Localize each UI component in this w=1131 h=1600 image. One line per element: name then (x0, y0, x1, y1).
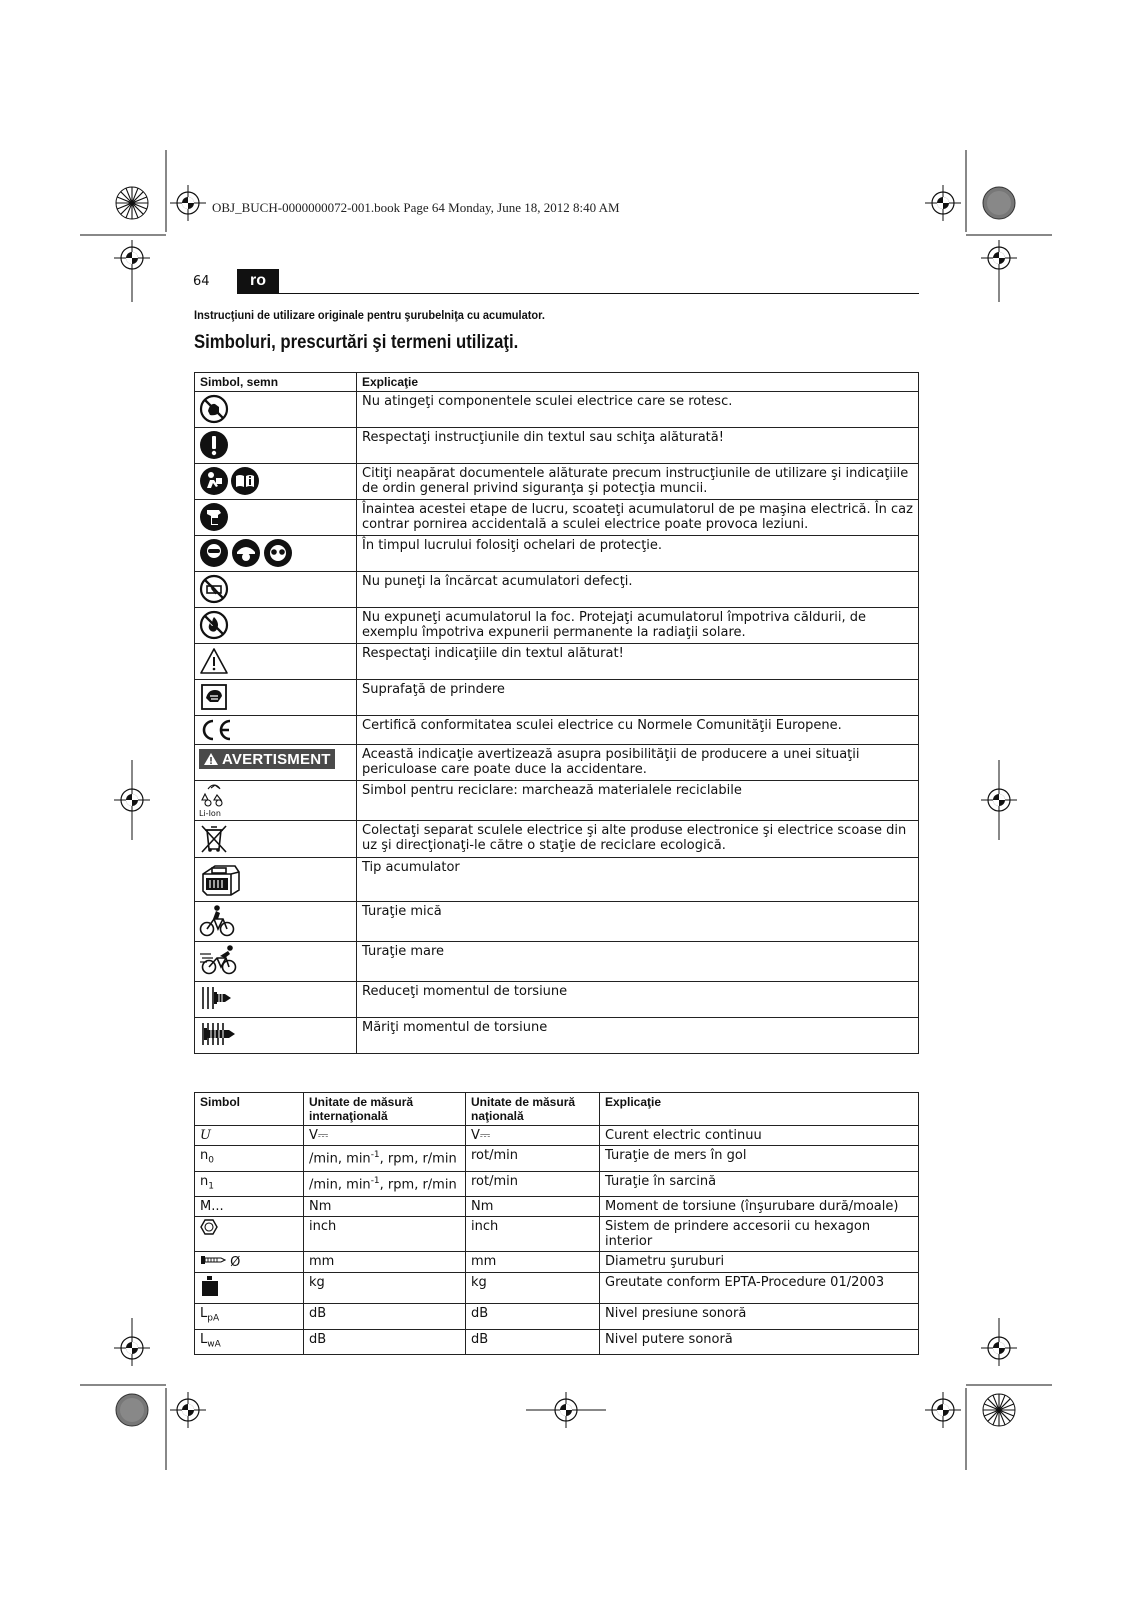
table-row (195, 536, 919, 572)
table-row (195, 858, 919, 902)
symbol-text: n (200, 1173, 209, 1189)
table-row (195, 428, 919, 464)
national-unit-cell: dB (466, 1304, 600, 1330)
explanation-cell: Nivel putere sonoră (600, 1329, 919, 1355)
national-unit-cell: rot/min (466, 1171, 600, 1197)
symbol-text: n (200, 1148, 209, 1163)
national-unit-cell: V⎓ (466, 1126, 600, 1146)
explanation-cell: Turaţie mică (357, 902, 919, 942)
table-row (195, 982, 919, 1018)
table-row (195, 680, 919, 716)
national-unit-cell: dB (466, 1329, 600, 1355)
table-row (195, 1217, 919, 1252)
intl-unit-cell: V⎓ (304, 1126, 466, 1146)
intl-unit-cell: dB (304, 1304, 466, 1330)
symbol-text: U (200, 1128, 211, 1143)
symbol-subscript: 1 (208, 1181, 214, 1192)
page-number: 64 (193, 274, 210, 289)
symbol-subscript: 0 (208, 1155, 214, 1166)
explanation-cell: Moment de torsiune (înşurubare dură/moale) (600, 1197, 919, 1217)
intl-unit-cell: mm (304, 1252, 466, 1273)
explanation-cell: Turaţie mare (357, 942, 919, 982)
explanation-cell: Reduceţi momentul de torsiune (357, 982, 919, 1018)
explanation-cell: Turaţie de mers în gol (600, 1146, 919, 1172)
table-header-row (195, 1093, 919, 1126)
explanation-cell: Tip acumulator (357, 858, 919, 902)
symbol-text: L (200, 1331, 208, 1347)
print-header: OBJ_BUCH-0000000072-001.book Page 64 Monday, June 18, 2012 8:40 AM (212, 200, 620, 215)
column-header: Explicaţie (357, 373, 919, 392)
warning-triangle-icon (203, 752, 219, 766)
symbol-cell (195, 1126, 304, 1146)
table-row (195, 1329, 919, 1355)
intl-unit-cell: dB (304, 1329, 466, 1355)
exclamation-icon (199, 430, 229, 460)
recycle-li-ion-icon (199, 783, 233, 809)
explanation-cell: Certifică conformitatea sculei electrice cu Normele Comunităţii Europene. (357, 716, 919, 745)
explanation-cell: Nu atingeţi componentele sculei electrice care se rotesc. (357, 392, 919, 428)
table-row (195, 821, 919, 858)
table-row (195, 1273, 919, 1304)
battery-pack-icon (199, 860, 243, 898)
symbol-cell (195, 1329, 304, 1355)
explanation-cell: Nu expuneţi acumulatorul la foc. Protejaţi acumulatorul împotriva căldurii, de exemplu împotriva expunerii permanente la radiaţii solare. (357, 608, 919, 644)
national-unit-cell: Nm (466, 1197, 600, 1217)
explanation-cell: Sistem de prindere accesorii cu hexagon interior (600, 1217, 919, 1252)
symbol-subscript: wA (207, 1339, 221, 1350)
table-row (195, 644, 919, 680)
remove-battery-icon (199, 502, 229, 532)
explanation-cell: Simbol pentru reciclare: marchează materialele reciclabile (357, 781, 919, 821)
fast-bicycle-icon (199, 944, 239, 976)
table-row (195, 608, 919, 644)
intl-unit-cell: inch (304, 1217, 466, 1252)
slow-bicycle-icon (199, 904, 235, 938)
intl-unit-cell (304, 1171, 466, 1197)
column-header: Unitate de măsură naţională (466, 1093, 600, 1126)
intl-unit-cell: Nm (304, 1197, 466, 1217)
section-title: Simboluri, prescurtări şi termeni utilizaţi. (194, 332, 519, 353)
language-tab: ro (237, 269, 279, 293)
torque-high-icon (199, 1020, 239, 1048)
table-row (195, 716, 919, 745)
intl-unit-cell (304, 1146, 466, 1172)
explanation-cell: Greutate conform EPTA-Procedure 01/2003 (600, 1273, 919, 1304)
no-charge-defective-icon (199, 574, 229, 604)
crossed-bin-icon (199, 823, 229, 855)
explanation-cell: Măriţi momentul de torsiune (357, 1018, 919, 1054)
no-fire-icon (199, 610, 229, 640)
table-row (195, 1146, 919, 1172)
symbol-text: L (200, 1306, 208, 1322)
intl-unit-superscript: -1 (370, 1150, 380, 1160)
torque-low-icon (199, 984, 235, 1012)
intl-unit-text: , rpm, r/min (379, 1151, 457, 1167)
hexagon-icon (200, 1219, 218, 1235)
symbol-cell (195, 1304, 304, 1330)
explanation-cell: Curent electric continuu (600, 1126, 919, 1146)
intl-unit-superscript: -1 (370, 1175, 380, 1186)
explanation-cell: Citiţi neapărat documentele alăturate precum instrucţiunile de utilizare şi indicaţiile de ordin general privind siguranţa şi potecţia muncii. (357, 464, 919, 500)
explanation-cell: Nu puneţi la încărcat acumulatori defecţi. (357, 572, 919, 608)
ce-mark-icon (199, 718, 233, 742)
warning-badge-label: AVERTISMENT (222, 750, 331, 768)
warning-badge-icon (199, 749, 335, 769)
weight-icon (200, 1275, 220, 1297)
table-row (195, 392, 919, 428)
symbol-cell (195, 1252, 304, 1273)
table-header-row (195, 373, 919, 392)
grip-surface-icon (199, 682, 229, 712)
table-row (195, 464, 919, 500)
table-row (195, 1252, 919, 1273)
table-row (195, 572, 919, 608)
symbols-table (194, 372, 919, 1054)
column-header: Unitate de măsură internaţională (304, 1093, 466, 1126)
table-row (195, 1171, 919, 1197)
table-row (195, 781, 919, 821)
explanation-cell: Respectaţi indicaţiile din textul alăturat! (357, 644, 919, 680)
symbol-cell (195, 1146, 304, 1172)
symbol-subscript: pA (207, 1313, 220, 1324)
table-row (195, 1018, 919, 1054)
explanation-cell: Această indicaţie avertizează asupra posibilităţii de producere a unei situaţii periculoase care poate duce la accidentare. (357, 745, 919, 781)
national-unit-cell: mm (466, 1252, 600, 1273)
explanation-cell: Nivel presiune sonoră (600, 1304, 919, 1330)
screw-diameter-icon (200, 1254, 226, 1266)
table-row (195, 500, 919, 536)
table-row (195, 1126, 919, 1146)
table-row (195, 1304, 919, 1330)
explanation-cell: Suprafaţă de prindere (357, 680, 919, 716)
li-ion-label: Li-Ion (199, 809, 221, 818)
warning-triangle-icon (199, 646, 229, 676)
table-row (195, 1197, 919, 1217)
national-unit-cell: kg (466, 1273, 600, 1304)
explanation-cell: Diametru şuruburi (600, 1252, 919, 1273)
units-table (194, 1092, 919, 1355)
intl-unit-text: /min, min (309, 1176, 371, 1192)
intl-unit-text: /min, min (309, 1151, 371, 1167)
read-manual-icon (199, 466, 261, 496)
intl-unit-text: , rpm, r/min (379, 1176, 457, 1192)
symbol-cell (195, 1171, 304, 1197)
diameter-symbol: Ø (230, 1255, 241, 1271)
national-unit-cell: rot/min (466, 1146, 600, 1172)
header-rule (237, 293, 919, 294)
explanation-cell: În timpul lucrului folosiţi ochelari de protecţie. (357, 536, 919, 572)
national-unit-cell: inch (466, 1217, 600, 1252)
table-row (195, 745, 919, 781)
symbol-cell (195, 1273, 304, 1304)
column-header: Simbol (195, 1093, 304, 1126)
explanation-cell: Respectaţi instrucţiunile din textul sau schiţa alăturată! (357, 428, 919, 464)
explanation-cell: Colectaţi separat sculele electrice şi alte produse electronice şi electrice scoase din uz şi direcţionaţi-le către o staţie de reciclare ecologică. (357, 821, 919, 858)
intl-unit-cell: kg (304, 1273, 466, 1304)
no-touch-rotating-icon (199, 394, 229, 424)
document-subtitle: Instrucţiuni de utilizare originale pentru şurubelniţa cu acumulator. (194, 308, 545, 322)
table-row (195, 902, 919, 942)
protective-gear-icon (199, 538, 293, 568)
table-row (195, 942, 919, 982)
symbol-cell (195, 1217, 304, 1252)
column-header: Explicaţie (600, 1093, 919, 1126)
symbol-cell: M... (195, 1197, 304, 1217)
explanation-cell: Turaţie în sarcină (600, 1171, 919, 1197)
column-header: Simbol, semn (195, 373, 357, 392)
explanation-cell: Înaintea acestei etape de lucru, scoateţi acumulatorul de pe maşina electrică. În caz contrar pornirea accidentală a sculei electrice poate provoca leziuni. (357, 500, 919, 536)
